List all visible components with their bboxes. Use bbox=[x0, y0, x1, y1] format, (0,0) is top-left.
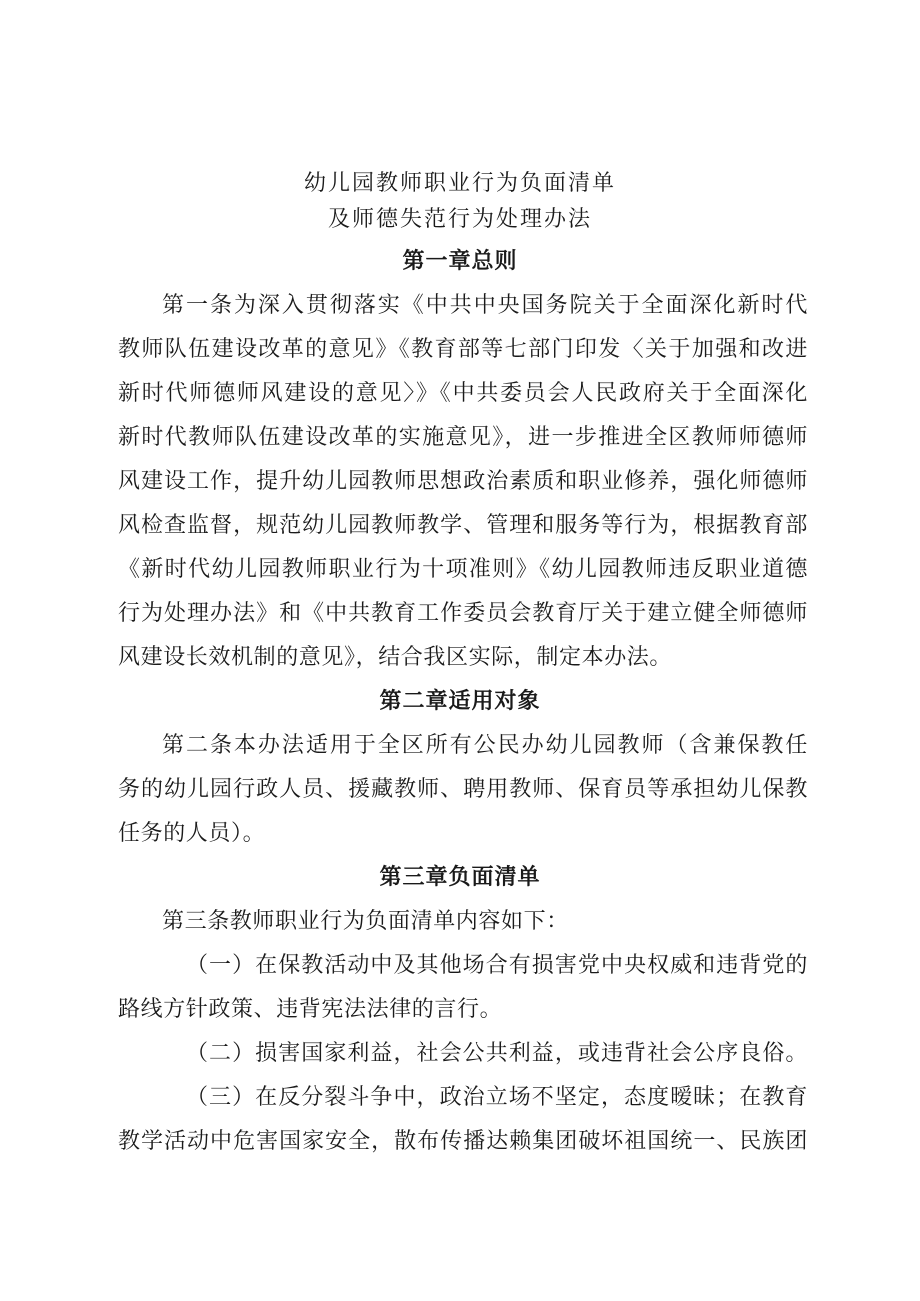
chapter-1-line: 《新时代幼儿园教师职业行为十项准则》《幼儿园教师违反职业道德 bbox=[118, 557, 808, 582]
chapter-3-line: （二）损害国家利益，社会公共利益，或违背社会公序良俗。 bbox=[186, 1041, 808, 1066]
chapter-1-line: 新时代师德师风建设的意见〉》《中共委员会人民政府关于全面深化 bbox=[118, 381, 808, 406]
document-title-line-1: 幼儿园教师职业行为负面清单 bbox=[303, 171, 616, 196]
chapter-3-line: 教学活动中危害国家安全，散布传播达赖集团破坏祖国统一、民族团 bbox=[118, 1129, 808, 1154]
chapter-3-heading: 第三章负面清单 bbox=[379, 865, 541, 890]
chapter-1-line: 新时代教师队伍建设改革的实施意见》，进一步推进全区教师师德师 bbox=[118, 425, 808, 450]
document-title-line-2: 及师德失范行为处理办法 bbox=[327, 207, 592, 232]
chapter-1-line: 教师队伍建设改革的意见》《教育部等七部门印发〈关于加强和改进 bbox=[118, 337, 808, 362]
chapter-3-line: （三）在反分裂斗争中，政治立场不坚定，态度暧昧；在教育 bbox=[186, 1085, 808, 1110]
chapter-1-line: 行为处理办法》和《中共教育工作委员会教育厅关于建立健全师德师 bbox=[118, 601, 808, 626]
chapter-1-heading: 第一章总则 bbox=[402, 249, 518, 274]
chapter-2-line: 务的幼儿园行政人员、援藏教师、聘用教师、保育员等承担幼儿保教 bbox=[118, 777, 808, 802]
chapter-2-line: 第二条本办法适用于全区所有公民办幼儿园教师（含兼保教任 bbox=[162, 733, 808, 758]
chapter-3-line: 路线方针政策、违背宪法法律的言行。 bbox=[118, 997, 503, 1022]
chapter-2-line: 任务的人员）。 bbox=[118, 821, 266, 846]
chapter-1-line: 风建设工作，提升幼儿园教师思想政治素质和职业修养，强化师德师 bbox=[118, 469, 808, 494]
chapter-1-line: 风检查监督，规范幼儿园教师教学、管理和服务等行为，根据教育部 bbox=[118, 513, 808, 538]
chapter-3-line: 第三条教师职业行为负面清单内容如下： bbox=[162, 909, 569, 934]
chapter-2-heading: 第二章适用对象 bbox=[379, 689, 541, 714]
chapter-1-line: 第一条为深入贯彻落实《中共中央国务院关于全面深化新时代 bbox=[162, 293, 808, 318]
chapter-3-line: （一）在保教活动中及其他场合有损害党中央权威和违背党的 bbox=[186, 953, 808, 978]
chapter-1-line: 风建设长效机制的意见》，结合我区实际，制定本办法。 bbox=[118, 645, 673, 670]
